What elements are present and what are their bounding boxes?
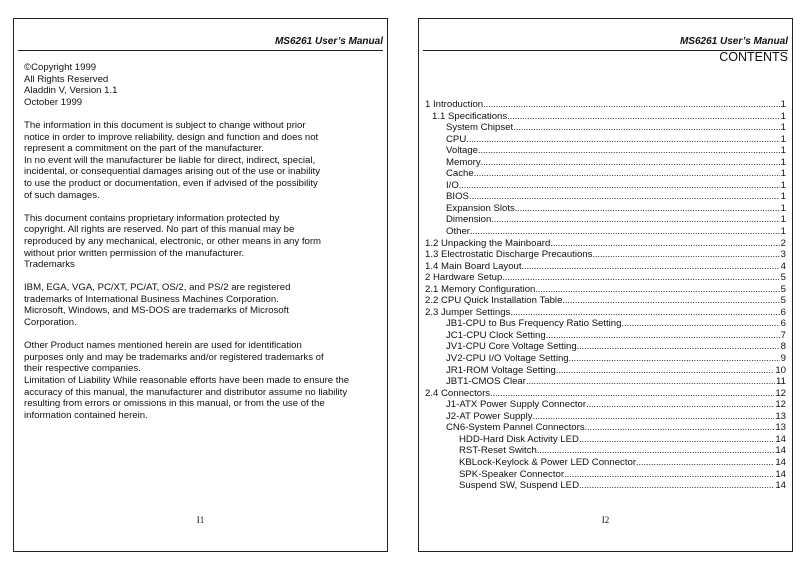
toc-leader-dots <box>466 134 779 146</box>
toc-leader-dots <box>510 307 779 319</box>
text-line: to use the product or documentation, even if advised of the possibility <box>24 177 318 189</box>
toc-leader-dots <box>483 99 780 111</box>
toc-leader-dots <box>579 480 774 492</box>
toc-entry[interactable] <box>425 180 786 192</box>
text-line: Corporation. <box>24 317 77 329</box>
toc-entry-label: CPU <box>446 133 467 145</box>
toc-leader-dots <box>507 111 779 123</box>
toc-entry-label: J1-ATX Power Supply Connector <box>446 399 587 411</box>
left-page <box>13 18 388 552</box>
toc-entry-page: 5 <box>780 283 786 295</box>
toc-entry-page: 6 <box>780 318 786 330</box>
toc-leader-dots <box>502 272 779 284</box>
text-line: information contained herein. <box>24 409 148 421</box>
text-line: without prior written permission of the manufacturer. <box>24 247 245 259</box>
toc-entry-page: 1 <box>780 214 786 226</box>
toc-entry-page: 1 <box>780 122 786 134</box>
toc-entry-label: 2.2 CPU Quick Installation Table <box>425 295 563 307</box>
toc-entry[interactable] <box>425 445 786 457</box>
toc-leader-dots <box>586 399 774 411</box>
text-line: of such damages. <box>24 189 100 201</box>
toc-leader-dots <box>533 411 775 423</box>
toc-entry-label: JB1-CPU to Bus Frequency Ratio Setting <box>446 318 622 330</box>
toc-leader-dots <box>491 214 779 226</box>
toc-entry-label: 1.3 Electrostatic Discharge Precautions <box>425 249 593 261</box>
toc-entry[interactable] <box>425 318 786 330</box>
text-line: accuracy of this manual, the manufacturer and distributor assume no liability <box>24 386 348 398</box>
toc-entry-label: Voltage <box>446 145 479 157</box>
toc-entry[interactable] <box>425 295 786 307</box>
toc-entry-page: 1 <box>780 179 786 191</box>
left-page-header: MS6261 User’s Manual <box>274 36 383 47</box>
toc-entry-label: 2 Hardware Setup <box>425 272 503 284</box>
toc-entry[interactable] <box>425 272 786 284</box>
toc-entry-page: 1 <box>780 156 786 168</box>
toc-entry-page: 14 <box>775 480 786 492</box>
toc-entry-page: 14 <box>775 433 786 445</box>
toc-entry[interactable] <box>425 284 786 296</box>
toc-entry-page: 9 <box>780 353 786 365</box>
toc-entry-page: 1 <box>780 168 786 180</box>
toc-entry[interactable] <box>425 399 786 411</box>
text-line: represent a commitment on the part of the manufacturer. <box>24 143 264 155</box>
toc-leader-dots <box>579 434 774 446</box>
toc-entry-page: 2 <box>780 237 786 249</box>
toc-entry[interactable] <box>425 168 786 180</box>
toc-entry-page: 1 <box>780 191 786 203</box>
toc-leader-dots <box>546 330 780 342</box>
text-line: copyright. All rights are reserved. No part of this manual may be <box>24 224 295 236</box>
text-line: incidental, or consequential damages arising out of the use or inability <box>24 166 320 178</box>
toc-leader-dots <box>621 318 779 330</box>
text-line: notice in order to improve reliability, design and function and does not <box>24 131 319 143</box>
text-line: Aladdin V, Version 1.1 <box>24 85 118 97</box>
toc-entry[interactable] <box>425 203 786 215</box>
text-line: their respective companies. <box>24 363 141 375</box>
paragraph-gap <box>24 329 379 341</box>
toc-entry-page: 3 <box>780 249 786 261</box>
toc-leader-dots <box>513 122 779 134</box>
text-line: trademarks of International Business Machines Corporation. <box>24 293 279 305</box>
toc-leader-dots <box>556 365 774 377</box>
toc-entry[interactable] <box>425 134 786 146</box>
toc-entry[interactable] <box>425 226 786 238</box>
paragraph-gap <box>24 108 379 120</box>
toc-entry-page: 6 <box>780 306 786 318</box>
toc-entry-label: Dimension <box>446 214 492 226</box>
toc-entry-label: 2.4 Connectors <box>425 387 491 399</box>
toc-entry[interactable] <box>425 388 786 400</box>
paragraph-gap <box>24 271 379 283</box>
toc-entry-label: SPK-Speaker Connector <box>459 468 565 480</box>
toc-entry[interactable] <box>425 457 786 469</box>
toc-entry-label: J2-AT Power Supply <box>446 410 533 422</box>
toc-leader-dots <box>577 341 780 353</box>
toc-entry-label: BIOS <box>446 191 469 203</box>
toc-entry[interactable] <box>425 434 786 446</box>
toc-entry[interactable] <box>425 365 786 377</box>
toc-entry-page: 1 <box>780 99 786 110</box>
toc-leader-dots <box>535 284 779 296</box>
toc-entry-label: Suspend SW, Suspend LED <box>459 480 579 492</box>
text-line: reproduced by any mechanical, electronic, or other means in any form <box>24 235 322 247</box>
toc-entry-page: 12 <box>775 387 786 399</box>
toc-entry-label: HDD-Hard Disk Activity LED <box>459 433 579 445</box>
paragraph-gap <box>24 201 379 213</box>
toc-entry[interactable] <box>425 238 786 250</box>
toc-leader-dots <box>550 238 779 250</box>
toc-leader-dots <box>459 180 780 192</box>
toc-entry-label: Other <box>446 226 470 238</box>
toc-leader-dots <box>469 191 780 203</box>
toc-entry[interactable] <box>425 307 786 319</box>
text-line: Limitation of Liability While reasonable efforts have been made to ensure the <box>24 375 350 387</box>
toc-leader-dots <box>592 249 779 261</box>
toc-entry-label: 1 Introduction <box>425 99 484 110</box>
toc-entry[interactable] <box>425 111 786 123</box>
toc-entry-page: 1 <box>780 145 786 157</box>
left-page-number: I1 <box>196 515 205 525</box>
toc-entry[interactable] <box>425 469 786 481</box>
toc-entry-label: I/O <box>446 179 459 191</box>
toc-entry[interactable] <box>425 214 786 226</box>
toc-entry-label: 1.4 Main Board Layout <box>425 260 522 272</box>
toc-entry-label: 1.1 Specifications <box>432 110 508 122</box>
toc-leader-dots <box>481 157 780 169</box>
toc-entry-page: 7 <box>780 329 786 341</box>
toc-leader-dots <box>515 203 780 215</box>
toc-leader-dots <box>636 457 774 469</box>
toc-leader-dots <box>564 469 774 481</box>
text-line: ©Copyright 1999 <box>24 62 97 73</box>
toc-leader-dots <box>537 445 774 457</box>
right-page-number: I2 <box>601 515 610 525</box>
toc-leader-dots <box>562 295 779 307</box>
toc-entry-page: 14 <box>775 468 786 480</box>
toc-entry-label: JV1-CPU Core Voltage Setting <box>446 341 577 353</box>
text-line: Trademarks <box>24 259 75 271</box>
toc-entry[interactable] <box>425 261 786 273</box>
toc-leader-dots <box>526 376 775 388</box>
toc-entry-label: JC1-CPU Clock Setting <box>446 329 546 341</box>
toc-entry-page: 13 <box>775 422 786 434</box>
toc-entry-page: 4 <box>780 260 786 272</box>
toc-entry[interactable] <box>425 99 786 111</box>
text-line: IBM, EGA, VGA, PC/XT, PC/AT, OS/2, and PS/2 are registered <box>24 282 291 294</box>
toc-entry[interactable] <box>425 353 786 365</box>
toc-entry-label: KBLock-Keylock & Power LED Connector <box>459 456 637 468</box>
toc-entry-label: JR1-ROM Voltage Setting <box>446 364 556 376</box>
toc-entry-label: System Chipset <box>446 122 514 134</box>
table-of-contents <box>425 99 786 492</box>
toc-leader-dots <box>490 388 774 400</box>
toc-entry-label: JBT1-CMOS Clear <box>446 376 526 388</box>
toc-entry-label: Memory <box>446 156 481 168</box>
toc-entry-page: 13 <box>775 410 786 422</box>
toc-entry[interactable] <box>425 249 786 261</box>
toc-leader-dots <box>478 145 780 157</box>
toc-entry[interactable] <box>425 480 786 492</box>
toc-entry-page: 11 <box>776 376 786 388</box>
toc-entry-label: JV2-CPU I/O Voltage Setting <box>446 353 569 365</box>
toc-entry[interactable] <box>425 157 786 169</box>
toc-leader-dots <box>474 168 780 180</box>
toc-leader-dots <box>569 353 780 365</box>
text-line: October 1999 <box>24 96 83 108</box>
text-line: This document contains proprietary information protected by <box>24 212 280 224</box>
toc-entry-label: 2.3 Jumper Settings <box>425 306 511 318</box>
toc-entry-page: 14 <box>775 445 786 457</box>
toc-entry-page: 1 <box>780 226 786 238</box>
toc-entry-page: 10 <box>775 364 786 376</box>
toc-entry[interactable] <box>425 341 786 353</box>
toc-entry-label: CN6-System Pannel Connectors <box>446 422 585 434</box>
toc-entry[interactable] <box>425 145 786 157</box>
toc-entry-page: 1 <box>780 133 786 145</box>
toc-leader-dots <box>470 226 780 238</box>
toc-leader-dots <box>585 422 775 434</box>
text-line: resulting from errors or omissions in this manual, or from the use of the <box>24 398 325 410</box>
text-line: All Rights Reserved <box>24 73 109 85</box>
right-page-header: MS6261 User’s Manual <box>679 36 788 47</box>
toc-entry[interactable] <box>425 191 786 203</box>
toc-entry-page: 14 <box>775 456 786 468</box>
toc-entry-label: 1.2 Unpacking the Mainboard <box>425 237 551 249</box>
toc-entry-page: 8 <box>780 341 786 353</box>
toc-entry[interactable] <box>425 330 786 342</box>
right-page <box>418 18 793 552</box>
toc-entry[interactable] <box>425 411 786 423</box>
toc-leader-dots <box>522 261 780 273</box>
text-line: purposes only and may be trademarks and/or registered trademarks of <box>24 351 324 363</box>
toc-entry-page: 1 <box>780 202 786 214</box>
toc-entry-label: RST-Reset Switch <box>459 445 537 457</box>
toc-entry[interactable] <box>425 422 786 434</box>
toc-entry-page: 5 <box>780 272 786 284</box>
toc-entry[interactable] <box>425 376 786 388</box>
text-line: The information in this document is subject to change without prior <box>24 119 306 131</box>
text-line: Other Product names mentioned herein are used for identification <box>24 340 302 352</box>
toc-entry-page: 5 <box>780 295 786 307</box>
toc-entry-page: 1 <box>780 110 786 122</box>
toc-entry-label: Expansion Slots <box>446 202 515 214</box>
toc-entry[interactable] <box>425 122 786 134</box>
toc-entry-page: 12 <box>775 399 786 411</box>
toc-entry-label: Cache <box>446 168 474 180</box>
copyright-text <box>24 62 379 421</box>
toc-entry-label: 2.1 Memory Configuration <box>425 283 536 295</box>
contents-title: CONTENTS <box>719 50 788 64</box>
left-header-rule <box>18 50 383 51</box>
text-line: Microsoft, Windows, and MS-DOS are trademarks of Microsoft <box>24 305 289 317</box>
text-line: In no event will the manufacturer be liable for direct, indirect, special, <box>24 154 316 166</box>
